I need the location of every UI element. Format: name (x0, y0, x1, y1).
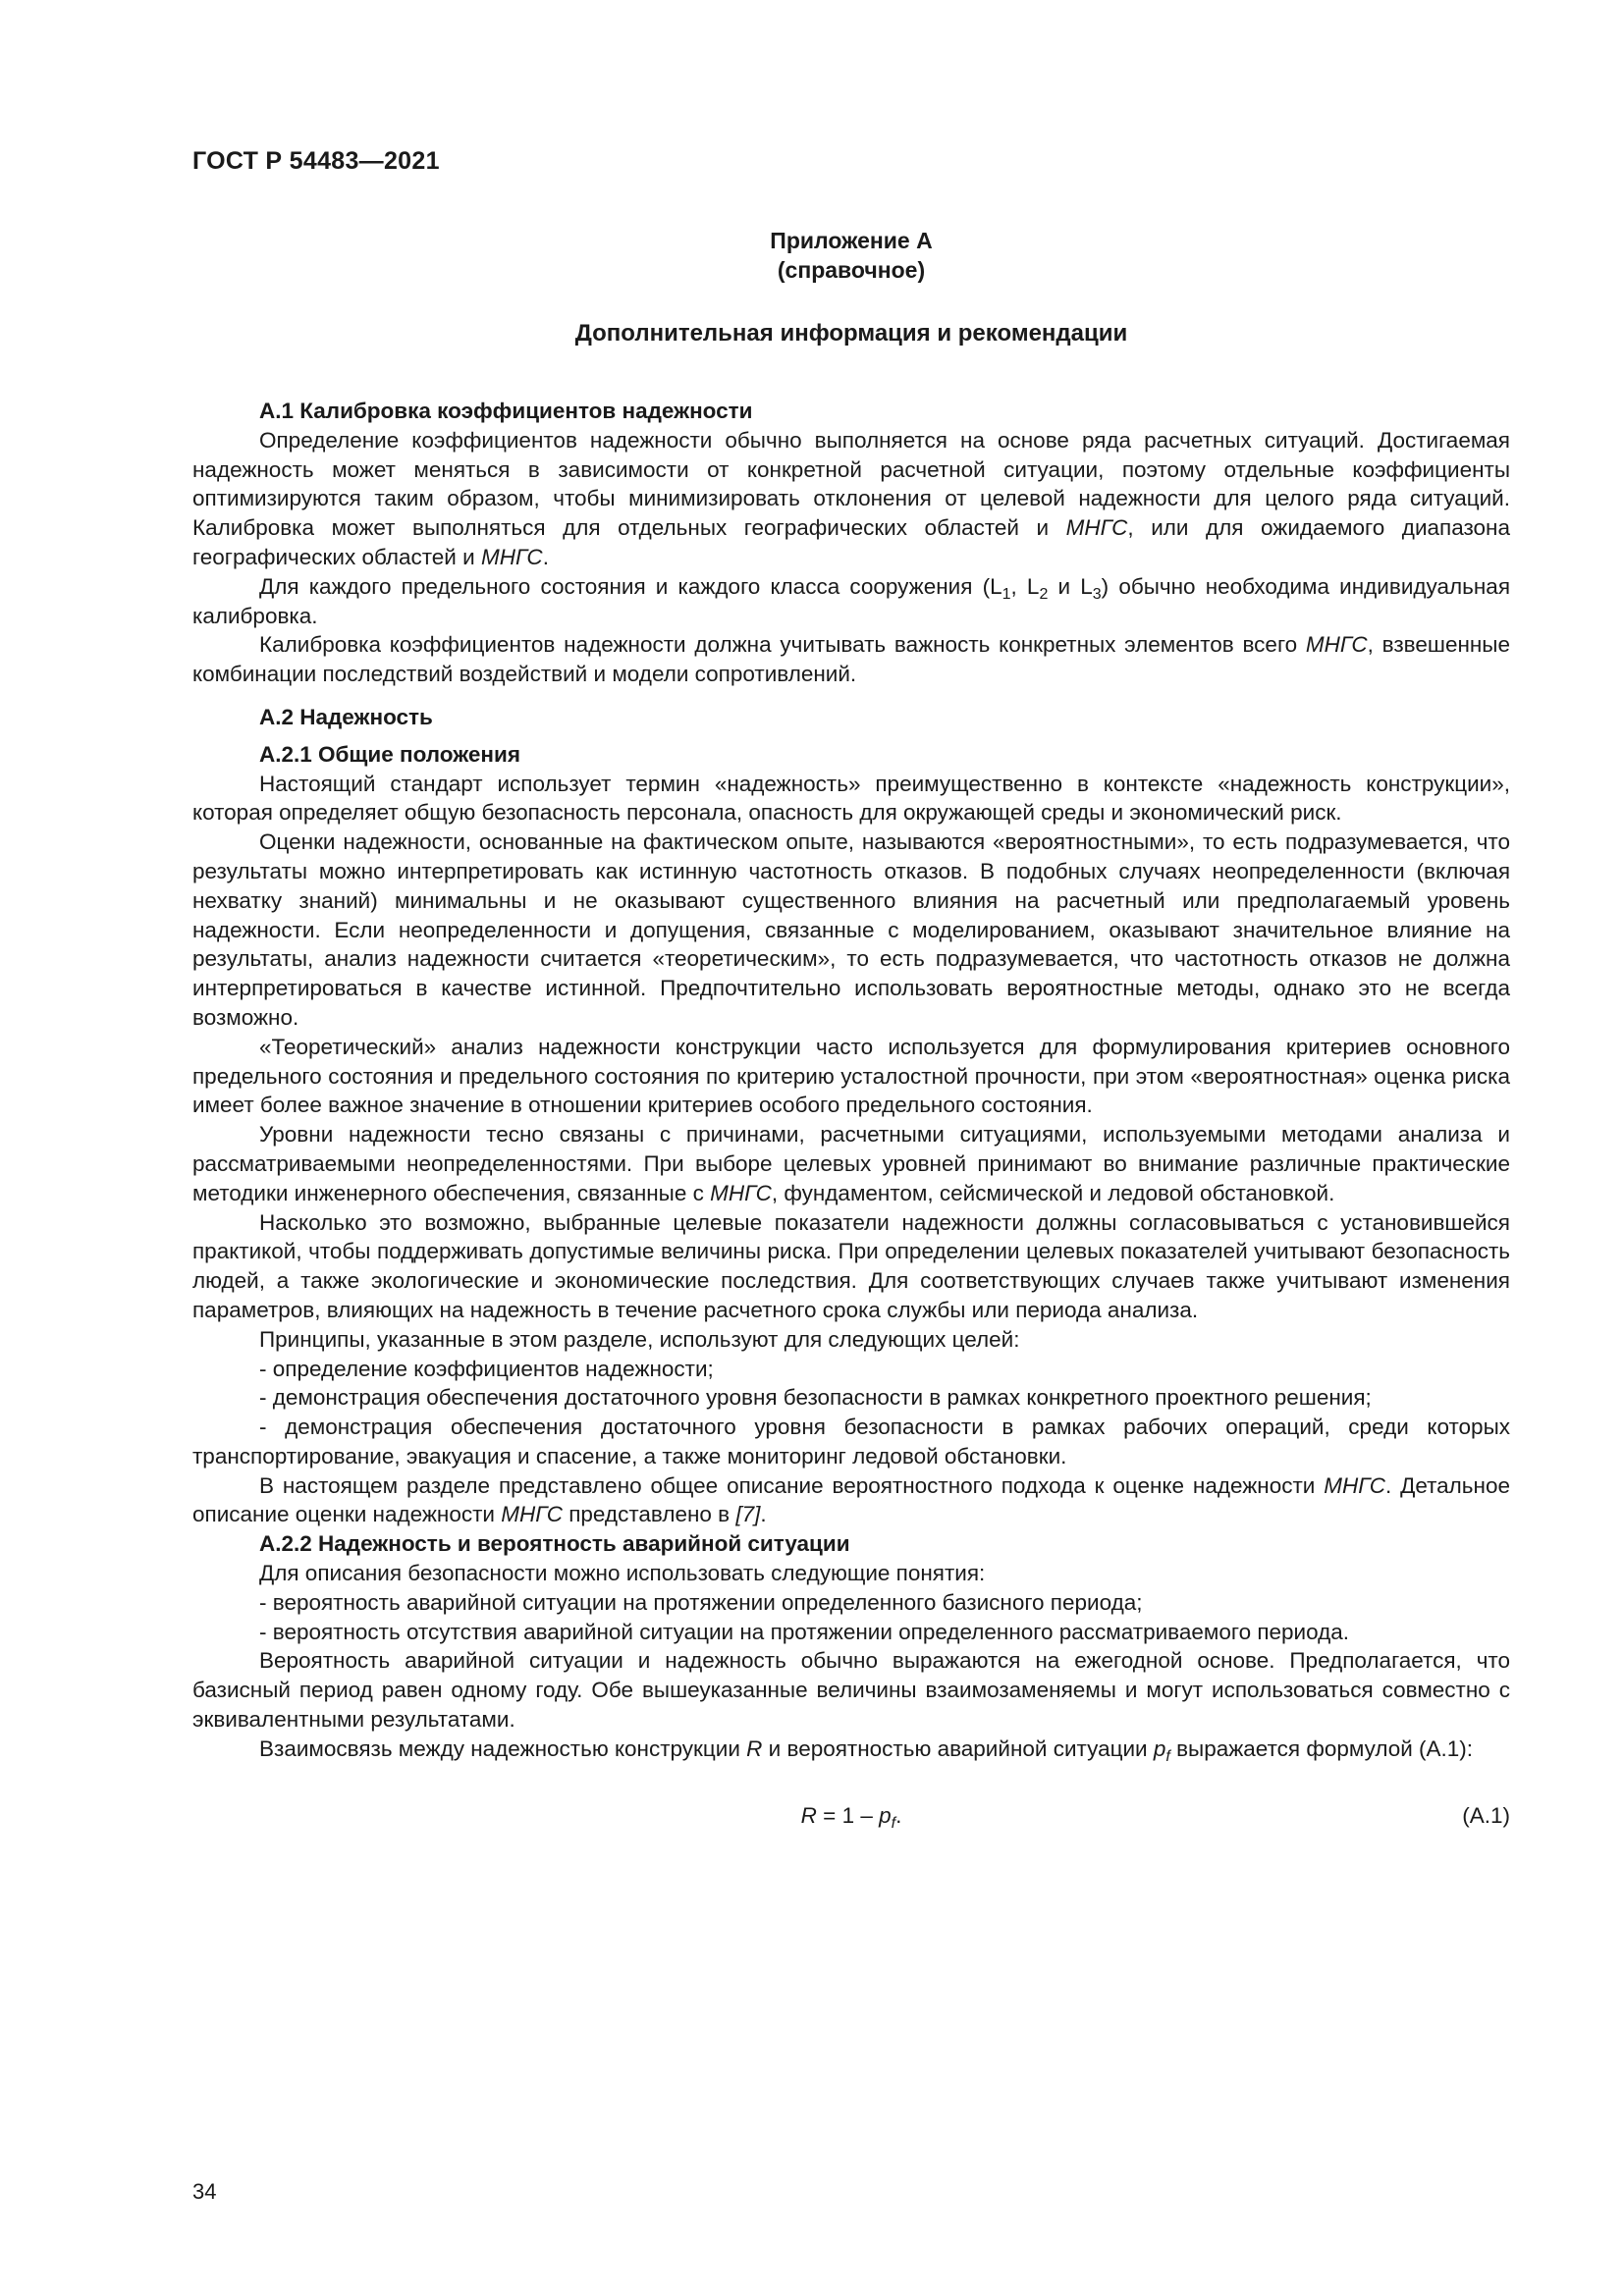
document-code: ГОСТ Р 54483—2021 (192, 147, 440, 175)
term-mngs: МНГС (1305, 632, 1368, 658)
section-heading-a1: А.1 Калибровка коэффициентов надежности (259, 399, 753, 423)
list-item: - демонстрация обеспечения достаточного уровня безопасности в рамках рабочих операций, среди которых транспортирование, эвакуация и спасение, а также мониторинг ледовой обстановки. (192, 1415, 1510, 1468)
paragraph: Взаимосвязь между надежностью конструкции R и вероятностью аварийной ситуации $p_f$ выражается формулой (А.1): (259, 1735, 1474, 1765)
paragraph: Уровни надежности тесно связаны с причинами, расчетными ситуациями, используемыми методами анализа и рассматриваемыми неопределенностями. При выборе целевых уровней принимают во внимание различные практические методики инженерного обеспечения, связанные с МНГС, фундаментом, сейсмической и ледовой обстановкой. (192, 1122, 1510, 1205)
paragraph: Определение коэффициентов надежности обычно выполняется на основе ряда расчетных ситуаций. Достигаемая надежность может меняться в зависимости от конкретной расчетной ситуации, поэтому отдельные коэффициенты оптимизируются таким образом, чтобы минимизировать отклонения от целевой надежности для целого ряда ситуаций. Калибровка может выполняться для отдельных географических областей и МНГС, или для ожидаемого диапазона географических областей и МНГС. (192, 427, 1510, 569)
formula-number: (А.1) (1462, 1802, 1510, 1828)
formula-a1 (192, 1793, 1510, 1852)
paragraph: Для описания безопасности можно использовать следующие понятия: (259, 1561, 986, 1586)
symbol-R: R (746, 1735, 763, 1761)
page-number: 34 (192, 2179, 217, 2204)
term-mngs: МНГС (710, 1180, 772, 1205)
list-item: - вероятность отсутствия аварийной ситуации на протяжении определенного рассматриваемого периода. (259, 1619, 1350, 1644)
paragraph: Для каждого предельного состояния и каждого класса сооружения ($L_1$, $L_2$ и $L_3$) обычно необходима индивидуальная калибровка. (192, 573, 1511, 628)
term-mngs: МНГС (1324, 1472, 1385, 1498)
reference: [7] (735, 1502, 761, 1527)
list-item: - демонстрация обеспечения достаточного уровня безопасности в рамках конкретного проектного решения; (259, 1385, 1372, 1411)
paragraph: Вероятность аварийной ситуации и надежность обычно выражаются на ежегодной основе. Предполагается, что базисный период равен одному году. Обе вышеуказанные величины взаимозаменяемы и могут использоваться совместно с эквивалентными результатами. (192, 1648, 1510, 1733)
term-mngs: МНГС (1065, 515, 1128, 541)
paragraph: Насколько это возможно, выбранные целевые показатели надежности должны согласовываться с установившейся практикой, чтобы поддерживать допустимые величины риска. При определении целевых показателей учитывают безопасность людей, а также экологические и экономические последствия. Для соответствующих случаев также учитывают изменения параметров, влияющих на надежность в течение расчетного срока службы или периода анализа. (192, 1209, 1510, 1322)
paragraph: Принципы, указанные в этом разделе, используют для следующих целей: (259, 1326, 1020, 1352)
term-mngs: МНГС (501, 1502, 563, 1527)
section-heading-a2: А.2 Надежность (259, 704, 433, 729)
appendix-header (192, 226, 1510, 285)
document-body (192, 397, 1510, 1852)
appendix-label: Приложение А (770, 228, 933, 253)
term-mngs: МНГС (480, 544, 543, 569)
paragraph: Калибровка коэффициентов надежности должна учитывать важность конкретных элементов всего МНГС, взвешенные комбинации последствий воздействий и модели сопротивлений. (192, 632, 1510, 687)
paragraph: В настоящем разделе представлено общее описание вероятностного подхода к оценке надежности МНГС. Детальное описание оценки надежности МНГС представлено в [7]. (192, 1472, 1510, 1527)
paragraph: «Теоретический» анализ надежности конструкции часто используется для формулирования критериев основного предельного состояния и предельного состояния по критерию усталостной прочности, при этом «вероятностная» оценка риска имеет более важное значение в отношении критериев особого предельного состояния. (192, 1034, 1510, 1118)
list-item: - вероятность аварийной ситуации на протяжении определенного базисного периода; (259, 1589, 1143, 1615)
paragraph: Оценки надежности, основанные на фактическом опыте, называются «вероятностными», то есть подразумевается, что результаты можно интерпретировать как истинную частотность отказов. В подобных случаях неопределенности (включая нехватку знаний) минимальны и не оказывают существенного влияния на расчетный или предполагаемый уровень надежности. Если неопределенности и допущения, связанные с моделированием, оказывают значительное влияние на результаты, анализ надежности считается «теоретическим», то есть подразумевается, что частотность отказов не должна интерпретироваться в качестве истинной. Предпочтительно использовать вероятностные методы, однако это не всегда возможно. (192, 829, 1510, 1030)
list-item: - определение коэффициентов надежности; (259, 1356, 714, 1381)
symbol-p: p (1153, 1735, 1166, 1761)
paragraph: Настоящий стандарт использует термин «надежность» преимущественно в контексте «надежность конструкции», которая определяет общую безопасность персонала, опасность для окружающей среды и экономический риск. (192, 771, 1510, 826)
formula-expression: $R = 1 - p_f$. (800, 1802, 902, 1832)
appendix-type: (справочное) (777, 257, 926, 283)
subsection-heading-a2-1: А.2.1 Общие положения (259, 741, 520, 767)
appendix-title: Дополнительная информация и рекомендации (574, 320, 1128, 347)
subsection-heading-a2-2: А.2.2 Надежность и вероятность аварийной ситуации (259, 1531, 850, 1557)
